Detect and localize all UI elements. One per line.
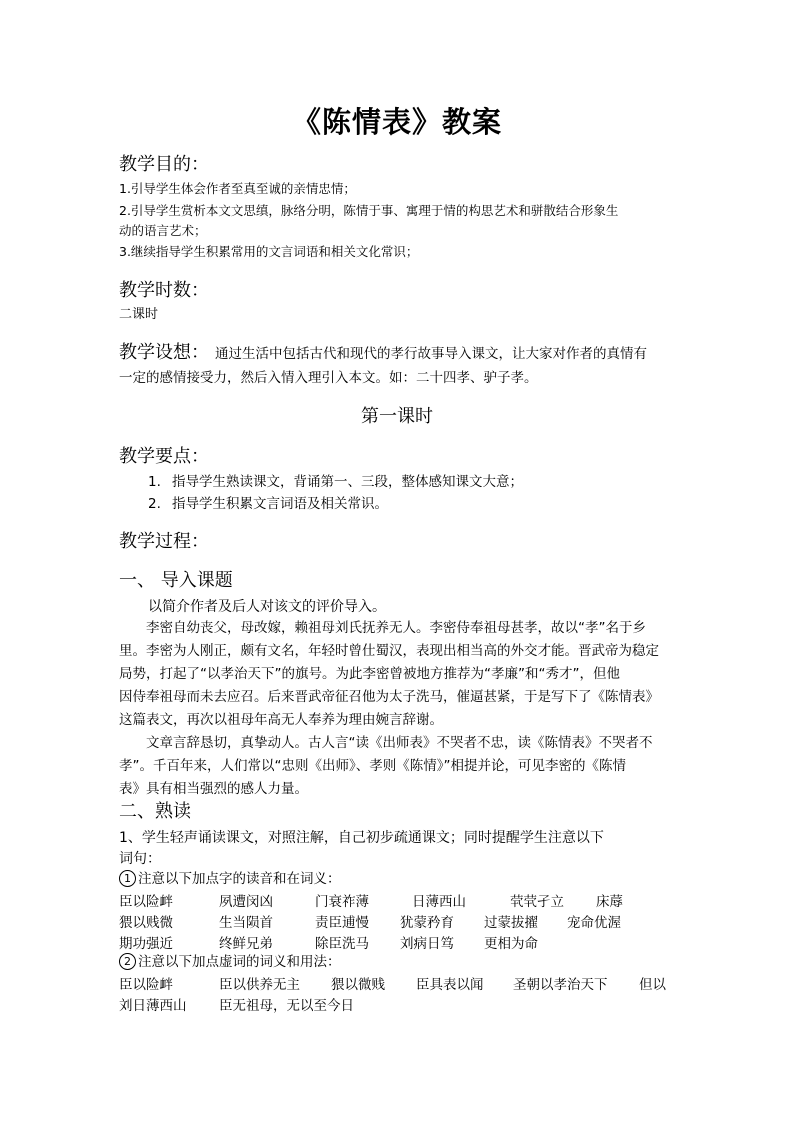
keypoint-num: 2. xyxy=(148,496,161,512)
paragraph-line: 因侍奉祖母而未去应召。后来晋武帝征召他为太子洗马，催逼甚紧，于是写下了《陈情表》 xyxy=(119,689,659,705)
paragraph-line: 李密自幼丧父，母改嫁，赖祖母刘氏抚养无人。李密侍奉祖母甚孝，故以“孝”名于乡 xyxy=(119,620,646,636)
paragraph-line: 局势，打起了“以孝治天下”的旗号。为此李密曾被地方推荐为“孝廉”和“秀才”，但他 xyxy=(119,666,620,682)
objective-item: 动的语言艺术； xyxy=(119,223,207,238)
xuci-item: 臣以险衅 xyxy=(119,977,173,993)
xuci-item: 但以 xyxy=(639,977,666,993)
xuci-item: 刘日薄西山 xyxy=(119,998,187,1014)
xuci-item: 圣朝以孝治天下 xyxy=(513,977,608,993)
word-item: 犹蒙矜育 xyxy=(400,915,454,931)
word-item: 刘病日笃 xyxy=(400,936,454,952)
keypoint-text: 指导学生熟读课文，背诵第一、三段，整体感知课文大意； xyxy=(172,474,523,490)
note-2-text: 注意以下加点虚词的词义和用法： xyxy=(138,954,341,970)
design-text: 通过生活中包括古代和现代的孝行故事导入课文，让大家对作者的真情有 xyxy=(215,346,647,362)
word-item: 门衰祚薄 xyxy=(315,894,369,910)
lesson-heading: 第一课时 xyxy=(361,406,433,427)
note-1-text: 注意以下加点字的读音和在词义： xyxy=(138,871,341,887)
paragraph-line: 里。李密为人刚正，颇有文名，年轻时曾仕蜀汉，表现出相当高的外交才能。晋武帝为稳定 xyxy=(119,643,659,659)
section1-paragraph-1 xyxy=(119,617,679,732)
keypoints-heading: 教学要点： xyxy=(119,446,209,467)
word-item: 宠命优渥 xyxy=(567,915,621,931)
section1-intro: 以简介作者及后人对该文的评价导入。 xyxy=(148,599,386,615)
process-heading: 教学过程： xyxy=(119,531,209,552)
section1-heading: 一、 导入课题 xyxy=(119,570,233,591)
design-heading: 教学设想： xyxy=(119,342,209,363)
design-line-1 xyxy=(119,338,647,364)
word-item: 猥以贱微 xyxy=(119,915,173,931)
objectives-heading: 教学目的： xyxy=(119,154,209,175)
word-item: 床蓐 xyxy=(596,894,623,910)
word-item: 生当陨首 xyxy=(219,915,273,931)
section2-task-cont: 词句： xyxy=(119,851,161,867)
keypoint-text: 指导学生积累文言词语及相关常识。 xyxy=(172,496,388,512)
word-item: 期功强近 xyxy=(119,936,173,952)
word-item: 责臣逋慢 xyxy=(315,915,369,931)
objective-item: 3.继续指导学生积累常用的文言词语和相关文化常识； xyxy=(119,244,419,259)
circled-number: 1 xyxy=(119,870,136,887)
xuci-item: 臣无祖母，无以至今日 xyxy=(219,998,354,1014)
note-2 xyxy=(119,951,341,974)
xuci-item: 臣具表以闻 xyxy=(416,977,484,993)
word-item: 过蒙拔擢 xyxy=(484,915,538,931)
objective-item: 2.引导学生赏析本文文思缜，脉络分明，陈情于事、寓理于情的构思艺术和骈散结合形象生 xyxy=(119,203,619,218)
paragraph-line: 文章言辞恳切，真挚动人。古人言“读《出师表》不哭者不忠，读《陈情表》不哭者不 xyxy=(119,735,653,751)
word-item: 日薄西山 xyxy=(412,894,466,910)
word-item: 夙遭闵凶 xyxy=(219,894,273,910)
word-item: 更相为命 xyxy=(484,936,538,952)
page-title: 《陈情表》教案 xyxy=(291,105,502,139)
paragraph-line: 孝”。千百年来，人们常以“忠则《出师》、孝则《陈情》”相提并论，可见李密的《陈情 xyxy=(119,758,626,774)
xuci-item: 臣以供养无主 xyxy=(219,977,300,993)
objective-item: 1.引导学生体会作者至真至诚的亲情忠情； xyxy=(119,181,356,196)
hours-heading: 教学时数： xyxy=(119,280,209,301)
paragraph-line: 表》具有相当强烈的感人力量。 xyxy=(119,781,308,797)
paragraph-line: 这篇表文，再次以祖母年高无人奉养为理由婉言辞谢。 xyxy=(119,712,443,728)
word-item: 茕茕孑立 xyxy=(510,894,564,910)
keypoint-num: 1. xyxy=(148,474,161,490)
word-item: 臣以险衅 xyxy=(119,894,173,910)
hours-value: 二课时 xyxy=(119,307,159,322)
circled-number: 2 xyxy=(119,953,136,970)
word-item: 终鲜兄弟 xyxy=(219,936,273,952)
design-text-2: 一定的感情接受力，然后入情入理引入本文。如：二十四孝、驴子孝。 xyxy=(119,370,538,386)
note-1 xyxy=(119,868,341,891)
xuci-item: 猥以微贱 xyxy=(331,977,385,993)
word-item: 除臣洗马 xyxy=(315,936,369,952)
section2-task: 1、学生轻声诵读课文，对照注解，自己初步疏通课文；同时提醒学生注意以下 xyxy=(119,830,604,846)
section1-paragraph-2 xyxy=(119,732,679,801)
section2-heading: 二、熟读 xyxy=(119,801,191,822)
